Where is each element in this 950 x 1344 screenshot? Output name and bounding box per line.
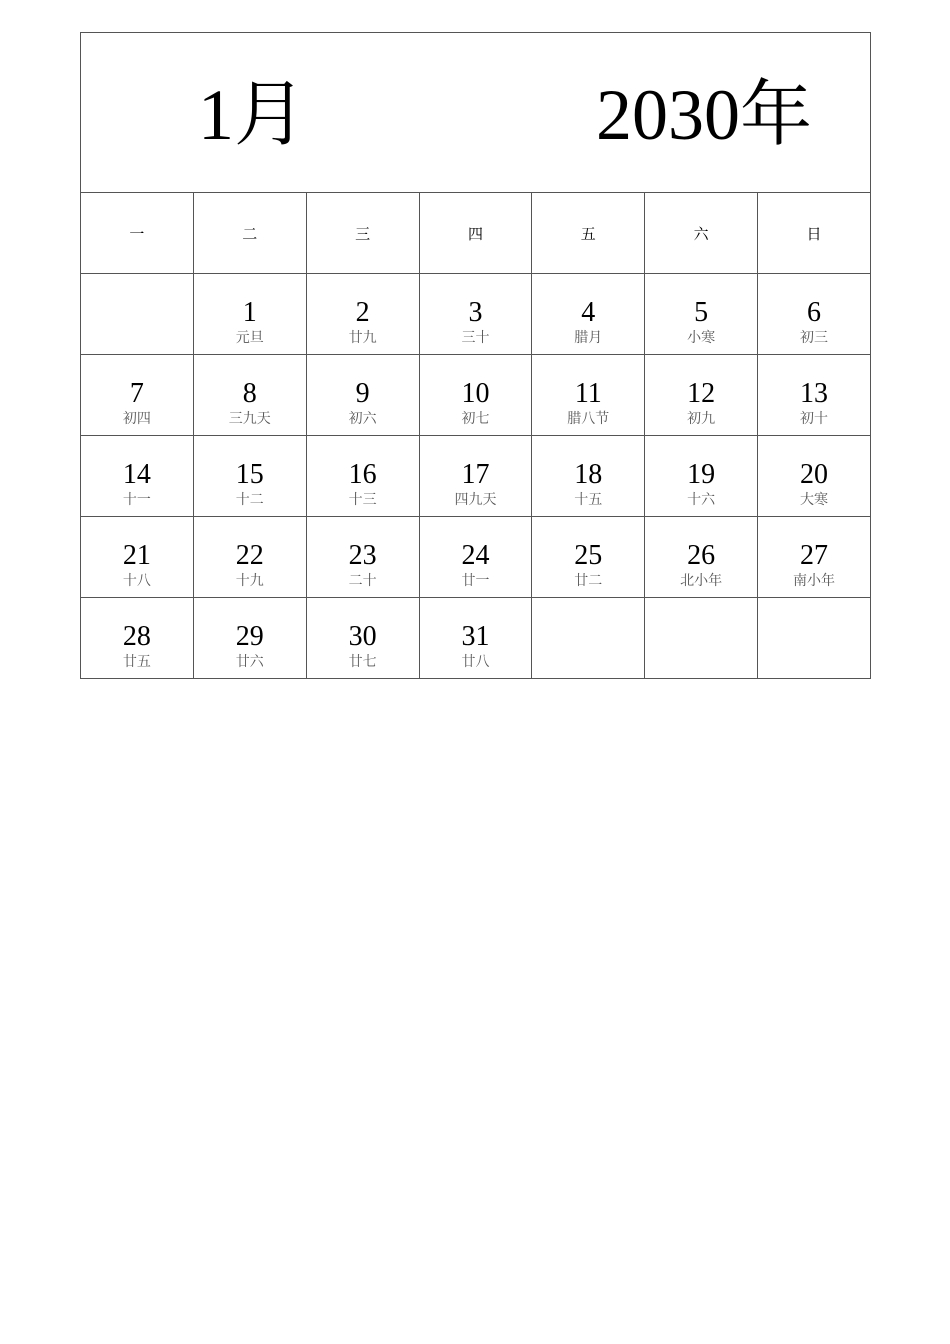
lunar-date: 南小年 <box>793 573 836 589</box>
day-cell <box>532 517 645 598</box>
lunar-date: 初四 <box>122 411 151 427</box>
day-cell <box>419 436 532 517</box>
day-number: 21 <box>122 540 151 571</box>
weekday-mon: 一 <box>81 193 194 274</box>
lunar-date: 十一 <box>122 492 151 508</box>
empty-day-cell <box>758 598 871 679</box>
day-number: 7 <box>129 378 144 409</box>
lunar-date: 大寒 <box>800 492 829 508</box>
day-number: 24 <box>461 540 490 571</box>
day-number: 4 <box>581 297 596 328</box>
lunar-date: 小寒 <box>687 330 716 346</box>
day-cell <box>532 274 645 355</box>
day-number: 25 <box>574 540 603 571</box>
calendar-header <box>81 33 871 193</box>
day-number: 2 <box>355 297 370 328</box>
day-number: 27 <box>800 540 829 571</box>
lunar-date: 十九 <box>235 573 264 589</box>
empty-day-cell <box>81 274 194 355</box>
day-number: 5 <box>694 297 709 328</box>
day-cell <box>532 355 645 436</box>
day-cell <box>645 436 758 517</box>
day-cell <box>193 355 306 436</box>
lunar-date: 三九天 <box>228 411 271 427</box>
day-number: 9 <box>355 378 370 409</box>
day-cell <box>81 598 194 679</box>
lunar-date: 初九 <box>687 411 716 427</box>
day-cell <box>532 436 645 517</box>
lunar-date: 北小年 <box>680 573 723 589</box>
day-cell <box>645 274 758 355</box>
day-cell <box>419 517 532 598</box>
day-cell <box>758 355 871 436</box>
lunar-date: 腊八节 <box>567 411 610 427</box>
year-title: 2030年 <box>595 75 812 155</box>
day-cell <box>193 598 306 679</box>
day-number: 17 <box>461 459 490 490</box>
week-row <box>81 598 871 679</box>
week-row <box>81 436 871 517</box>
day-cell <box>306 436 419 517</box>
lunar-date: 廿九 <box>348 330 377 346</box>
lunar-date: 十五 <box>574 492 603 508</box>
day-number: 13 <box>800 378 829 409</box>
lunar-date: 廿五 <box>122 654 151 670</box>
day-cell <box>758 274 871 355</box>
lunar-date: 廿六 <box>235 654 264 670</box>
lunar-date: 四九天 <box>454 492 497 508</box>
day-number: 20 <box>800 459 829 490</box>
day-number: 22 <box>235 540 264 571</box>
day-number: 10 <box>461 378 490 409</box>
day-number: 14 <box>122 459 151 490</box>
day-cell <box>758 436 871 517</box>
day-number: 15 <box>235 459 264 490</box>
day-number: 6 <box>807 297 822 328</box>
day-number: 29 <box>235 621 264 652</box>
day-cell <box>758 517 871 598</box>
week-row <box>81 517 871 598</box>
week-row <box>81 355 871 436</box>
lunar-date: 腊月 <box>574 330 603 346</box>
weekday-fri: 五 <box>532 193 645 274</box>
calendar-header-row <box>81 33 871 193</box>
day-number: 30 <box>348 621 377 652</box>
day-cell <box>81 355 194 436</box>
day-cell <box>81 436 194 517</box>
weekday-sun: 日 <box>758 193 871 274</box>
day-number: 19 <box>687 459 716 490</box>
lunar-date: 十三 <box>348 492 377 508</box>
day-cell <box>306 274 419 355</box>
day-cell <box>193 517 306 598</box>
weekday-tue: 二 <box>193 193 306 274</box>
lunar-date: 初六 <box>348 411 377 427</box>
day-cell <box>419 355 532 436</box>
day-number: 12 <box>687 378 716 409</box>
weekday-wed: 三 <box>306 193 419 274</box>
lunar-date: 廿二 <box>574 573 603 589</box>
day-number: 26 <box>687 540 716 571</box>
lunar-date: 廿七 <box>348 654 377 670</box>
day-cell <box>645 517 758 598</box>
weeks-body <box>81 274 871 679</box>
day-number: 28 <box>122 621 151 652</box>
day-number: 11 <box>574 378 602 409</box>
day-cell <box>419 274 532 355</box>
day-number: 18 <box>574 459 603 490</box>
day-number: 8 <box>242 378 257 409</box>
day-cell <box>419 598 532 679</box>
lunar-date: 廿八 <box>461 654 490 670</box>
lunar-date: 初七 <box>461 411 490 427</box>
day-cell <box>306 598 419 679</box>
empty-day-cell <box>532 598 645 679</box>
day-number: 3 <box>468 297 483 328</box>
day-cell <box>306 355 419 436</box>
month-title: 1月 <box>198 75 307 155</box>
day-number: 23 <box>348 540 377 571</box>
day-number: 1 <box>242 297 257 328</box>
day-cell <box>81 517 194 598</box>
weekday-row <box>81 193 871 274</box>
day-cell <box>193 274 306 355</box>
lunar-date: 初三 <box>800 330 829 346</box>
lunar-date: 十二 <box>235 492 264 508</box>
lunar-date: 元旦 <box>235 330 264 346</box>
weekday-sat: 六 <box>645 193 758 274</box>
lunar-date: 十六 <box>687 492 716 508</box>
day-number: 16 <box>348 459 377 490</box>
weekday-thu: 四 <box>419 193 532 274</box>
lunar-date: 廿一 <box>461 573 490 589</box>
day-cell <box>306 517 419 598</box>
day-number: 31 <box>461 621 490 652</box>
day-cell <box>645 355 758 436</box>
lunar-date: 初十 <box>800 411 829 427</box>
lunar-date: 十八 <box>122 573 151 589</box>
lunar-date: 二十 <box>348 573 377 589</box>
lunar-date: 三十 <box>461 330 490 346</box>
week-row <box>81 274 871 355</box>
day-cell <box>193 436 306 517</box>
empty-day-cell <box>645 598 758 679</box>
calendar-table <box>80 32 871 679</box>
